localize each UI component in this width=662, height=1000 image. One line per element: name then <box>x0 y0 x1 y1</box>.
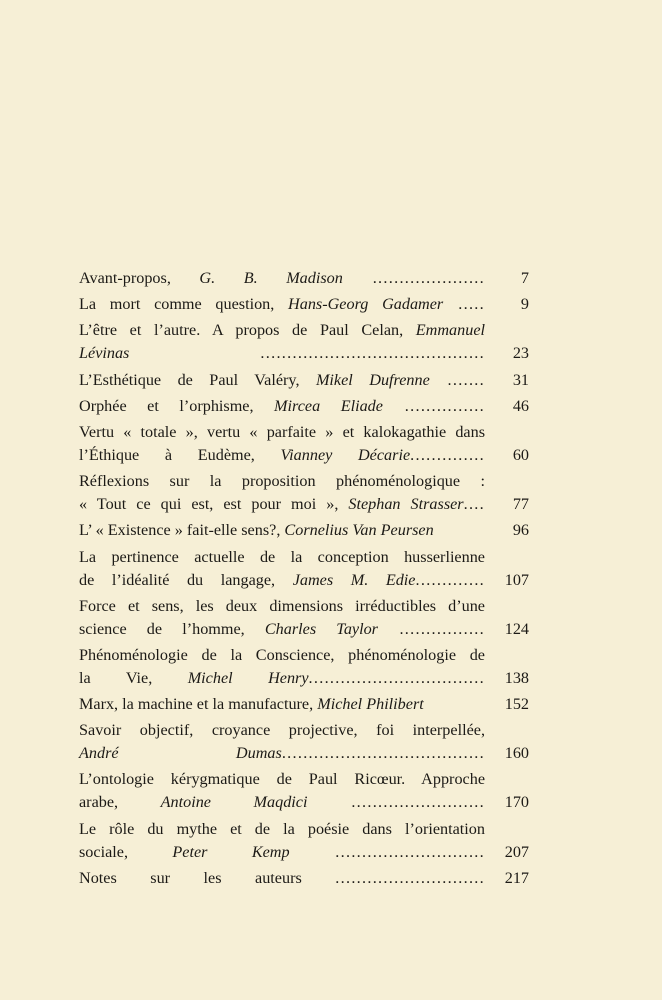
entry-title: arabe, <box>79 793 161 812</box>
toc-entry-text <box>79 395 485 418</box>
page-number: 160 <box>504 744 529 763</box>
entry-author: James M. Edie <box>292 570 416 589</box>
toc-entry <box>79 470 529 516</box>
toc-entry-text <box>79 267 485 290</box>
entry-title: sociale, <box>79 842 173 861</box>
entry-title: Savoir objectif, croyance projective, foi interpellée, <box>79 721 485 740</box>
entry-author: Mircea Eliade <box>274 396 383 415</box>
page-number: 60 <box>512 445 529 464</box>
toc-entry-line <box>79 519 485 542</box>
toc-entry-text <box>79 319 485 365</box>
toc-entry <box>79 768 529 814</box>
entry-author: Vianney Décarie <box>280 445 411 464</box>
entry-title: La mort comme question, <box>79 295 289 314</box>
toc-entry-line <box>79 569 485 592</box>
toc-entry <box>79 818 529 864</box>
dot-leader: .......................................... <box>129 344 485 363</box>
entry-author: Emmanuel <box>415 321 485 340</box>
entry-title: L’être et l’autre. A propos de Paul Celan, <box>79 321 416 340</box>
dot-leader: ...................................... <box>281 744 485 763</box>
entry-author: G. B. Madison <box>199 269 343 287</box>
page-number: 31 <box>512 370 529 389</box>
dot-leader: .... <box>463 495 485 514</box>
toc-entry-line <box>79 742 485 765</box>
page-number: 217 <box>504 868 529 887</box>
toc-entry-line <box>79 841 485 864</box>
entry-title: Vertu « totale », vertu « parfaite » et kalokagathie dans <box>79 422 485 441</box>
dot-leader: ............. <box>415 570 486 589</box>
toc-entry <box>79 867 529 890</box>
page-number: 124 <box>504 619 529 638</box>
toc-entry-line <box>79 444 485 467</box>
toc-entry-text <box>79 595 485 641</box>
dot-leader: ............................ <box>335 868 485 887</box>
toc-entry-text <box>79 519 485 542</box>
toc-entry-text <box>79 293 485 316</box>
toc-entry-line <box>79 267 485 290</box>
entry-title: Avant-propos, <box>79 269 200 287</box>
entry-author: André Dumas <box>79 744 282 763</box>
page-number: 46 <box>512 396 529 415</box>
entry-title: L’ « Existence » fait-elle sens?, <box>79 521 285 540</box>
toc-entry-text <box>79 867 485 890</box>
page-number: 77 <box>512 495 529 514</box>
dot-leader: ............... <box>382 396 485 415</box>
page-number: 107 <box>504 570 529 589</box>
entry-author: Antoine Maqdici <box>160 793 308 812</box>
toc-entry-line <box>79 818 485 841</box>
toc-entry-text <box>79 546 485 592</box>
toc-entry-text <box>79 470 485 516</box>
dot-leader: .............. <box>410 445 485 464</box>
entry-author: Cornelius Van Peursen <box>284 521 434 540</box>
toc-entry <box>79 693 529 716</box>
toc-entry <box>79 595 529 641</box>
dot-leader: ..... <box>443 295 485 314</box>
toc-entry <box>79 319 529 365</box>
toc-entry-line <box>79 395 485 418</box>
toc-entry-text <box>79 421 485 467</box>
toc-entry <box>79 719 529 765</box>
entry-author: Lévinas <box>79 344 130 363</box>
toc-entry-line <box>79 369 485 392</box>
toc-entry-text <box>79 644 485 690</box>
page-number: 138 <box>504 668 529 687</box>
toc-entry-line <box>79 546 485 569</box>
toc-entry-line <box>79 470 485 493</box>
dot-leader: ......................... <box>307 793 485 812</box>
entry-title: « Tout ce qui est, est pour moi », <box>79 495 349 514</box>
toc-entry-line <box>79 667 485 690</box>
entry-title: la Vie, <box>79 668 188 687</box>
toc-entry-text <box>79 818 485 864</box>
toc-entry-line <box>79 493 485 516</box>
page-number: 7 <box>520 269 529 287</box>
toc-entry-line <box>79 867 485 890</box>
toc-entry <box>79 421 529 467</box>
entry-author: Peter Kemp <box>172 842 290 861</box>
page-number: 96 <box>512 521 529 540</box>
toc-entry-text <box>79 369 485 392</box>
entry-author: Mikel Dufrenne <box>315 370 430 389</box>
toc-entry-line <box>79 421 485 444</box>
toc-entry-line <box>79 595 485 618</box>
entry-title: Marx, la machine et la manufacture, <box>79 695 318 714</box>
entry-title: Réflexions sur la proposition phénoménologique : <box>79 472 485 491</box>
page-number: 152 <box>504 695 529 714</box>
entry-title: Le rôle du mythe et de la poésie dans l’orientation <box>79 819 485 838</box>
dot-leader: ................ <box>377 619 485 638</box>
entry-title: L’Esthétique de Paul Valéry, <box>79 370 316 389</box>
entry-title: Orphée et l’orphisme, <box>79 396 275 415</box>
dot-leader: ..................... <box>342 269 485 287</box>
entry-title: l’Éthique à Eudème, <box>79 445 281 464</box>
entry-title: science de l’homme, <box>79 619 265 638</box>
toc-entry <box>79 369 529 392</box>
toc-entry <box>79 644 529 690</box>
entry-title: Force et sens, les deux dimensions irréductibles d’une <box>79 596 485 615</box>
entry-author: Michel Philibert <box>317 695 424 714</box>
toc-entry <box>79 267 529 290</box>
entry-author: Michel Henry <box>187 668 309 687</box>
toc-entry-line <box>79 693 485 716</box>
toc-entry-line <box>79 319 485 342</box>
dot-leader: ............................ <box>289 842 485 861</box>
dot-leader: ................................. <box>308 668 485 687</box>
table-of-contents <box>79 267 529 893</box>
toc-entry-text <box>79 693 485 716</box>
entry-title: La pertinence actuelle de la conception husserlienne <box>79 547 485 566</box>
entry-title: de l’idéalité du langage, <box>79 570 293 589</box>
page-number: 23 <box>512 344 529 363</box>
entry-author: Stephan Strasser <box>348 495 464 514</box>
page-number: 9 <box>520 295 529 314</box>
entry-title: L’ontologie kérygmatique de Paul Ricœur. Approche <box>79 770 485 789</box>
toc-entry-line <box>79 768 485 791</box>
toc-entry-line <box>79 791 485 814</box>
entry-author: Charles Taylor <box>264 619 378 638</box>
toc-entry-text <box>79 719 485 765</box>
toc-entry <box>79 395 529 418</box>
toc-entry-line <box>79 644 485 667</box>
toc-entry <box>79 293 529 316</box>
entry-title: Phénoménologie de la Conscience, phénoménologie de <box>79 645 485 664</box>
entry-author: Hans-Georg Gadamer <box>288 295 444 314</box>
page-number: 170 <box>504 793 529 812</box>
toc-entry-line <box>79 293 485 316</box>
toc-entry-line <box>79 719 485 742</box>
dot-leader: ....... <box>429 370 485 389</box>
toc-entry <box>79 519 529 542</box>
entry-title: Notes sur les auteurs <box>79 868 336 887</box>
page-number: 207 <box>504 842 529 861</box>
toc-entry-line <box>79 618 485 641</box>
toc-entry-text <box>79 768 485 814</box>
toc-entry-line <box>79 342 485 365</box>
toc-entry <box>79 546 529 592</box>
